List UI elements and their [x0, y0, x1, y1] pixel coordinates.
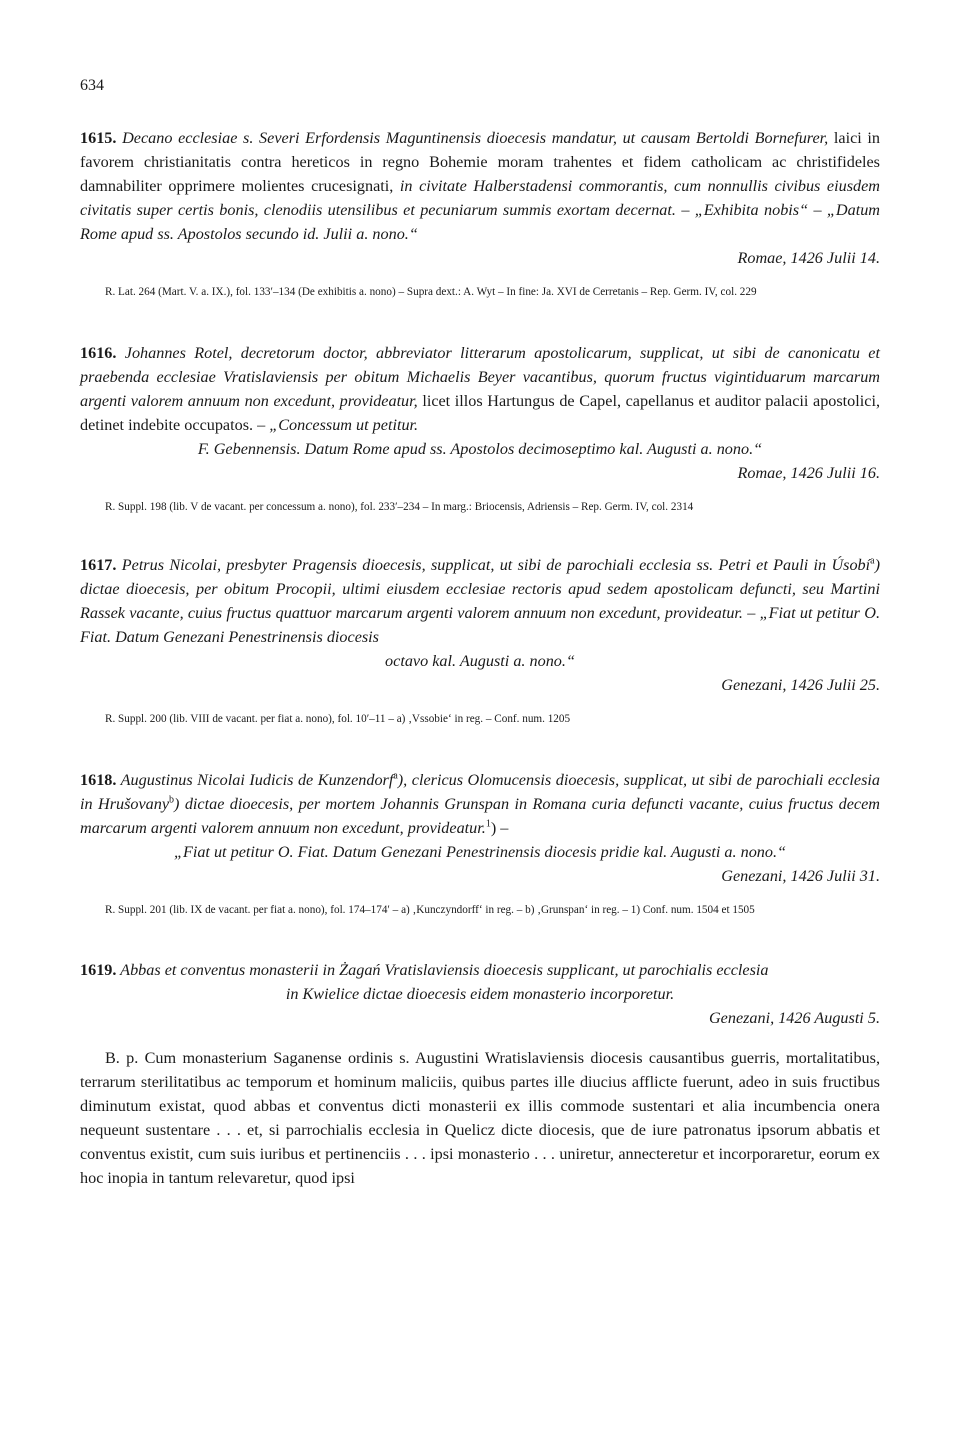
entry-centered-line: „Fiat ut petitur O. Fiat. Datum Genezani Penestrinensis diocesis pridie kal. Augusti a. nono.“ [173, 843, 787, 861]
dateline: Genezani, 1426 Julii 25. [721, 676, 880, 694]
entry-centered-line: F. Gebennensis. Datum Rome apud ss. Apostolos decimoseptimo kal. Augusti a. nono.“ [197, 440, 763, 458]
entry-summary-italic: Petrus Nicolai, presbyter Pragensis dioecesis, supplicat, ut sibi de parochiali ecclesia ss. Petri et Pauli in Úsobí [116, 556, 871, 574]
footnote-mark-1: 1 [485, 818, 491, 830]
entry-centered-line: octavo kal. Augusti a. nono.“ [385, 652, 575, 670]
entry-summary-italic-tail: ) dictae dioecesis, per obitum Procopii, ultimi eiusdem ecclesiae rectoris apud sedem apostolicam defuncti, seu Martini Rassek vacante, cuius fructus quattuor marcarum argenti valorem annuum non excedunt, provideatur. – „Fiat ut petitur O. Fiat. Datum Genezani Penestrinensis diocesis [80, 556, 880, 646]
entry-summary-italic-tail: „Concessum ut petitur. [269, 416, 419, 434]
entry-summary-italic-mid: ), clericus Olomucensis dioecesis, supplicat, ut sibi de parochiali ecclesia in Hrušovany [80, 771, 880, 813]
entry-1617 [80, 553, 880, 728]
source-note: R. Suppl. 200 (lib. VIII de vacant. per fiat a. nono), fol. 10′–11 – a) ‚Vssobie‘ in reg. – Conf. num. 1205 [105, 713, 571, 725]
entry-number: 1619. [80, 961, 117, 979]
entry-summary-italic: Abbas et conventus monasterii in Żagań Vratislaviensis dioecesis supplicant, ut parochialis ecclesia [116, 961, 769, 979]
page-number: 634 [80, 77, 104, 94]
entry-text [80, 553, 880, 673]
document-page [80, 76, 880, 1190]
entry-summary-roman: laici in favorem christianitatis contra hereticos in regno Bohemie moram trahentes et fidem catholicam ac christifideles damnabiliter opprimere molientes crucesignati, [80, 129, 880, 195]
entry-text [80, 341, 880, 461]
entry-summary-roman: licet illos Hartungus de Capel, capellanus et auditor palacii apostolici, detinet indebite occupatos. – [80, 392, 880, 434]
entry-centered-line: in Kwielice dictae dioecesis eidem monasterio incorporetur. [285, 985, 675, 1003]
entry-1619 [80, 958, 880, 1190]
entry-text [80, 126, 880, 246]
entry-1615 [80, 126, 880, 301]
footnote-mark-b: b [169, 794, 175, 806]
entry-text [80, 958, 880, 1006]
entry-number: 1615. [80, 129, 117, 147]
dateline: Romae, 1426 Julii 14. [737, 249, 880, 267]
entry-text [80, 768, 880, 864]
entry-number: 1616. [80, 344, 117, 362]
source-note: R. Suppl. 201 (lib. IX de vacant. per fiat a. nono), fol. 174–174′ – a) ‚Kunczyndorff‘ in reg. – b) ‚Grunspan‘ in reg. – 1) Conf. num. 1504 et 1505 [105, 904, 755, 916]
entry-number: 1617. [80, 556, 117, 574]
footnote-mark-a: a [870, 555, 875, 567]
entry-1618 [80, 768, 880, 919]
document-body-paragraph: B. p. Cum monasterium Saganense ordinis s. Augustini Wratislaviensis diocesis causantibus guerris, mortalitatibus, terrarum sterilitatibus ac temporum et hominum maliciis, quibus partes ille diucius afflicte fuerunt, adeo in suis fructibus diminutum existat, quod abbas et conventus dicti monasterii ex illis commode sustentari et alia incumbencia onera nequeunt sustentare . . . et, si parrochialis ecclesia in Quelicz dicte diocesis, que de iure patronatus ipsorum abbatis et conventus existit, cum suis iuribus et pertinenciis . . . ipsi monasterio . . . uniretur, annecteretur et incorporaretur, eorum ex hoc inopia in tantum relevaretur, quod ipsi [80, 1049, 880, 1187]
entry-summary-italic: Johannes Rotel, decretorum doctor, abbreviator litterarum apostolicarum, supplicat, ut sibi de canonicatu et praebenda ecclesiae Vratislaviensis per obitum Michaelis Beyer vacantibus, quorum fructus vigintiduarum marcarum argenti valorem annuum non excedunt, provideatur, [80, 344, 880, 410]
entry-summary-end: ) – [490, 819, 509, 837]
entry-summary-italic-tail: in civitate Halberstadensi commorantis, cum nonnullis civibus eiusdem civitatis super certis bonis, clenodiis utensilibus et pecuniarum summis exortam decernat. – „Exhibita nobis“ – „Datum Rome apud ss. Apostolos secundo id. Julii a. nono.“ [80, 177, 880, 243]
entry-summary-italic: Decano ecclesiae s. Severi Erfordensis Maguntinensis dioecesis mandatur, ut causam Bertoldi Bornefurer, [122, 129, 829, 147]
entry-1616 [80, 341, 880, 516]
entry-number: 1618. [80, 771, 117, 789]
source-note: R. Lat. 264 (Mart. V. a. IX.), fol. 133′–134 (De exhibitis a. nono) – Supra dext.: A. Wyt – In fine: Ja. XVI de Cerretanis – Rep. Germ. IV, col. 229 [105, 286, 757, 298]
entry-summary-italic: Augustinus Nicolai Iudicis de Kunzendorf [116, 771, 394, 789]
dateline: Genezani, 1426 Augusti 5. [708, 1009, 880, 1027]
entry-summary-italic-tail: ) dictae dioecesis, per mortem Johannis Grunspan in Romana curia defuncti vacante, cuius fructus decem marcarum argenti valorem annuum non excedunt, provideatur. [80, 795, 880, 837]
dateline: Romae, 1426 Julii 16. [737, 464, 880, 482]
footnote-mark-a: a [393, 770, 398, 782]
dateline: Genezani, 1426 Julii 31. [721, 867, 880, 885]
source-note: R. Suppl. 198 (lib. V de vacant. per concessum a. nono), fol. 233′–234 – In marg.: Briocensis, Adriensis – Rep. Germ. IV, col. 2314 [105, 501, 694, 513]
